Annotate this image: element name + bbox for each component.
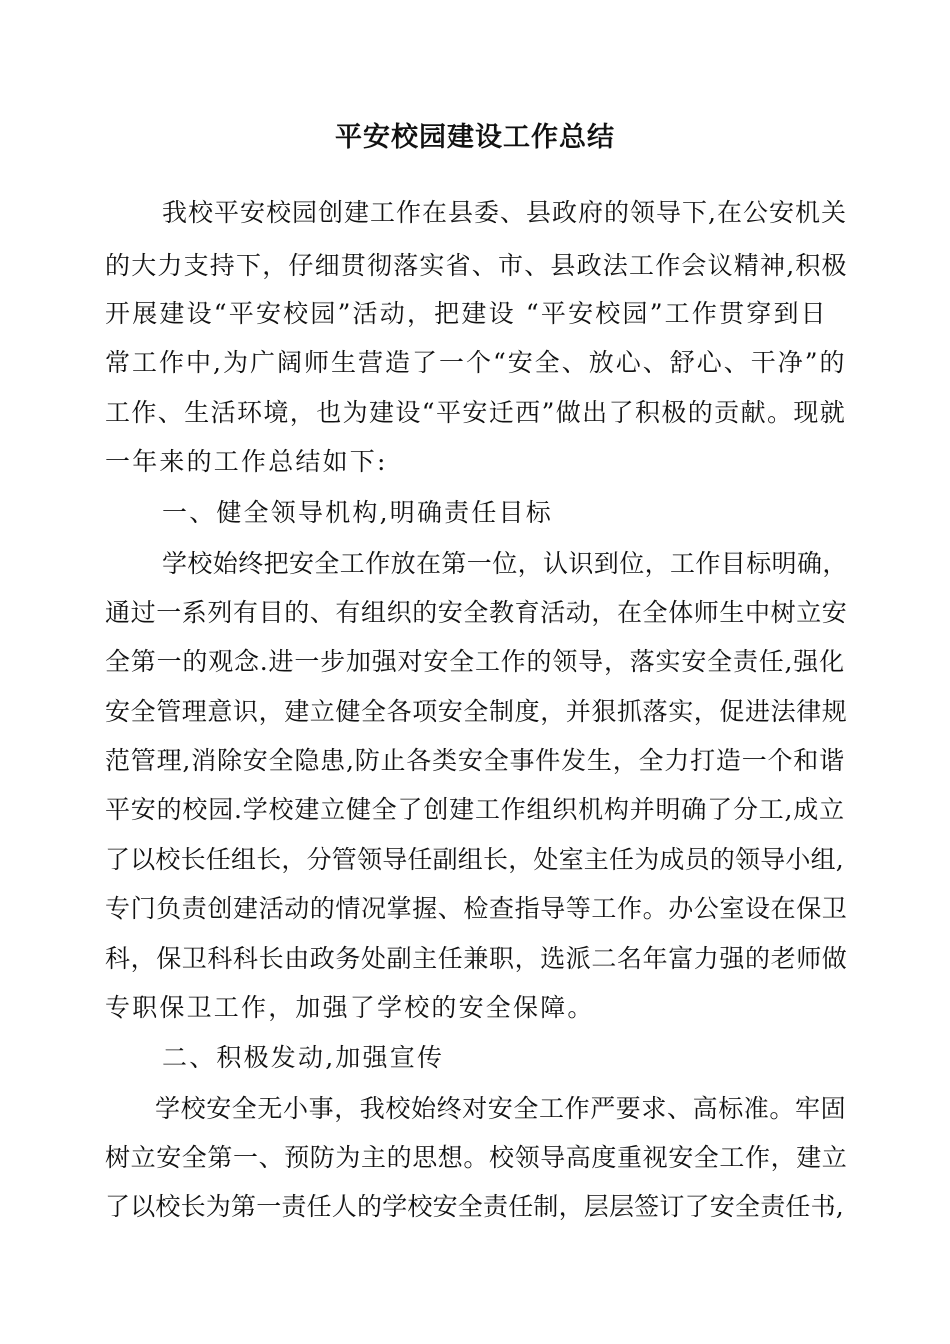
paragraph-line: 科，保卫科科长由政务处副主任兼职，选派二名年富力强的老师做 (105, 944, 848, 973)
paragraph-line: 工作、生活环境，也为建设“平安迁西”做出了积极的贡献。现就 (105, 398, 847, 427)
paragraph-line: 范管理,消除安全隐患,防止各类安全事件发生，全力打造一个和谐 (105, 746, 845, 775)
paragraph-line: 了以校长为第一责任人的学校安全责任制，层层签订了安全责任书, (105, 1192, 844, 1221)
paragraph-line: 了以校长任组长，分管领导任副组长，处室主任为成员的领导小组, (105, 845, 844, 874)
paragraph-line: 学校始终把安全工作放在第一位，认识到位，工作目标明确， (162, 549, 848, 578)
section-heading: 二、积极发动,加强宣传 (162, 1043, 445, 1072)
section-heading: 一、健全领导机构,明确责任目标 (162, 498, 553, 527)
paragraph-line: 我校平安校园创建工作在县委、县政府的领导下,在公安机关 (162, 198, 847, 227)
paragraph-line: 通过一系列有目的、有组织的安全教育活动，在全体师生中树立安 (105, 598, 848, 627)
paragraph-line: 树立安全第一、预防为主的思想。校领导高度重视安全工作，建立 (105, 1143, 848, 1172)
paragraph-line: 专门负责创建活动的情况掌握、检查指导等工作。办公室设在保卫 (105, 894, 848, 923)
document-title: 平安校园建设工作总结 (335, 122, 615, 153)
paragraph-line: 全第一的观念.进一步加强对安全工作的领导，落实安全责任,强化 (105, 647, 845, 676)
paragraph-line: 安全管理意识，建立健全各项安全制度，并狠抓落实，促进法律规 (105, 697, 848, 726)
paragraph-line: 一年来的工作总结如下: (105, 447, 388, 476)
paragraph-line: 专职保卫工作，加强了学校的安全保障。 (105, 993, 595, 1022)
paragraph-line: 开展建设“平安校园”活动，把建设 “平安校园”工作贯穿到日 (105, 299, 828, 328)
paragraph-line: 的大力支持下，仔细贯彻落实省、市、县政法工作会议精神,积极 (105, 251, 848, 280)
paragraph-line: 平安的校园.学校建立健全了创建工作组织机构并明确了分工,成立 (105, 795, 845, 824)
paragraph-line: 常工作中,为广阔师生营造了一个“安全、放心、舒心、干净”的 (105, 348, 847, 377)
paragraph-line: 学校安全无小事，我校始终对安全工作严要求、高标准。牢固 (155, 1094, 847, 1123)
